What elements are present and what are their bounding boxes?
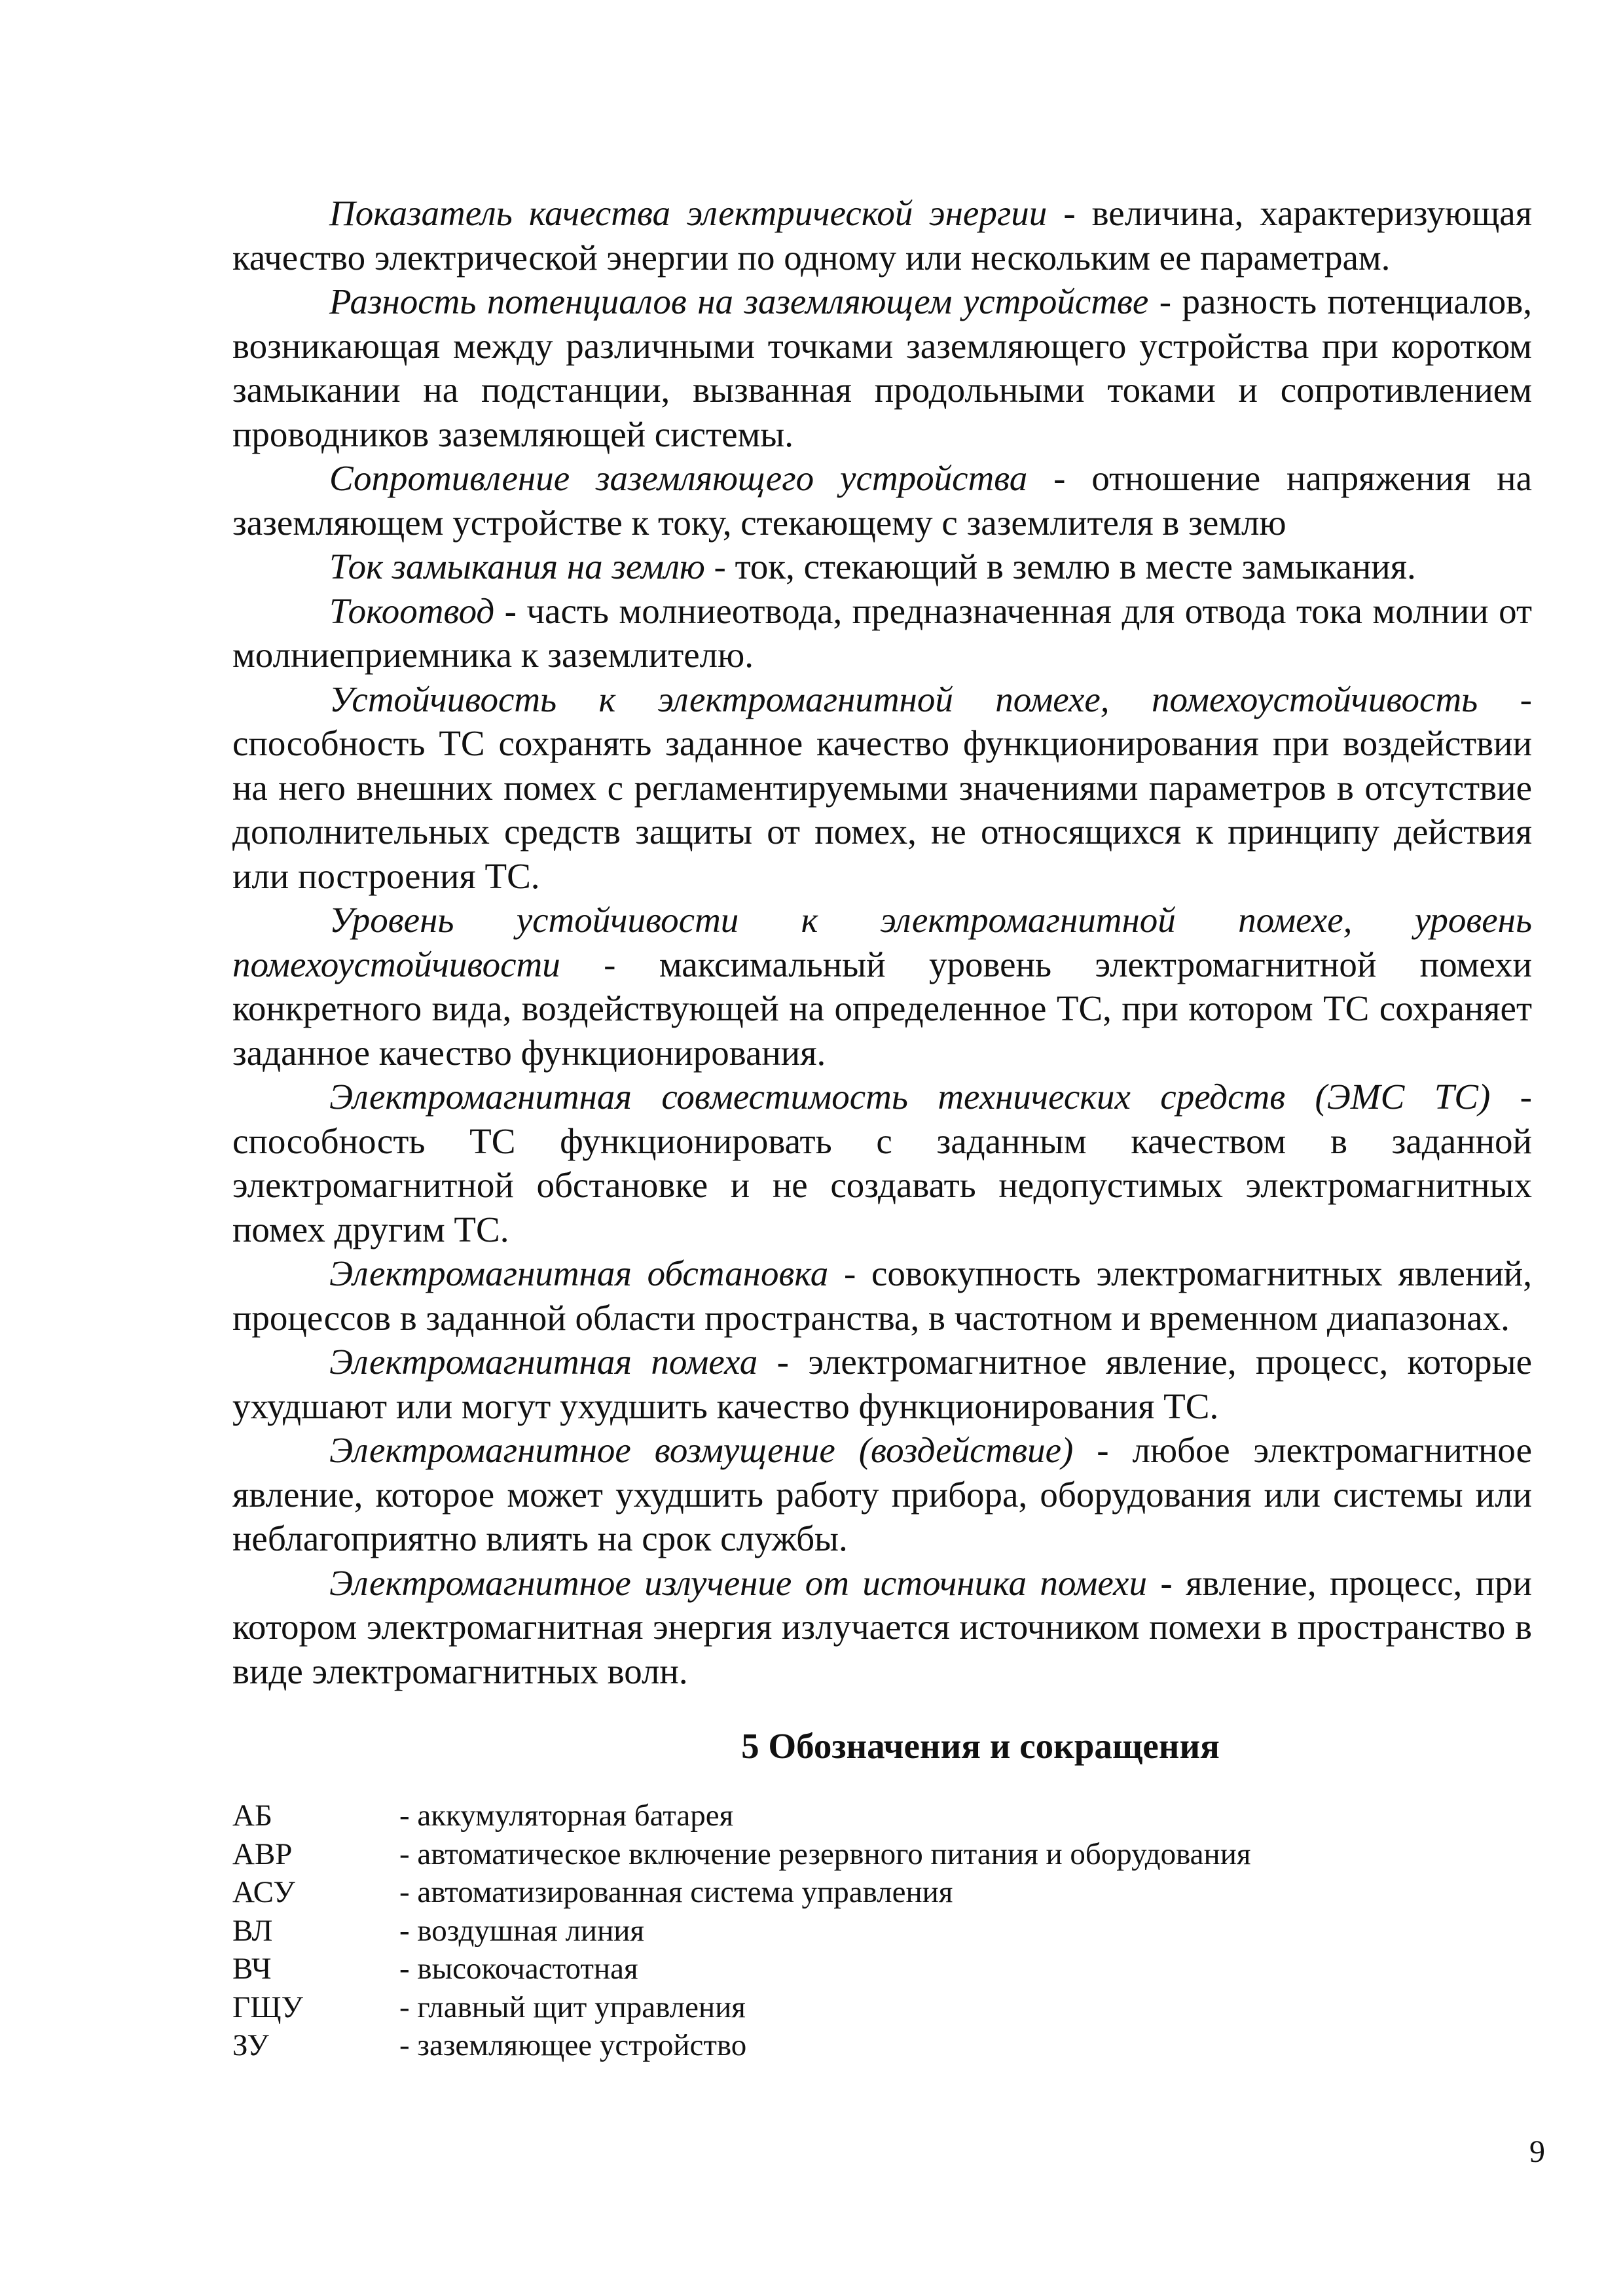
definition-text: - способность ТС функционировать с заданным качеством в заданной электромагнитной обстановке и не создавать недопустимых электромагнитных помех другим ТС. — [232, 1077, 1532, 1249]
definition-term: Показатель качества электрической энергии — [329, 193, 1048, 233]
abbreviation-code: ЗУ — [232, 2028, 269, 2062]
definition-paragraph — [232, 898, 1532, 1075]
definition-text: - совокупность электромагнитных явлений, процессов в заданной области пространства, в частотном и временном диапазонах. — [232, 1253, 1532, 1338]
abbreviation-code: ВЛ — [232, 1913, 273, 1948]
abbreviation-row — [232, 1988, 1532, 2027]
definition-term: Устойчивость к электромагнитной помехе, помехоустойчивость — [329, 679, 1478, 719]
definition-text: - любое электромагнитное явление, которое может ухудшить работу прибора, оборудования или системы или неблагоприятно влиять на срок службы. — [232, 1430, 1532, 1558]
definition-term: Разность потенциалов на заземляющем устройстве — [329, 281, 1149, 321]
definition-text: - разность потенциалов, возникающая между различными точками заземляющего устройства при коротком замыкании на подстанции, вызванная продольными токами и сопротивлением проводников заземляющей системы. — [232, 281, 1532, 454]
abbreviation-row — [232, 1873, 1532, 1912]
definition-term: Уровень устойчивости к электромагнитной помехе, уровень помехоустойчивости — [232, 900, 1532, 984]
definition-text: - ток, стекающий в землю в месте замыкания. — [704, 547, 1416, 586]
page-number: 9 — [1529, 2134, 1545, 2169]
definition-paragraph — [232, 1251, 1532, 1340]
abbreviation-row — [232, 1950, 1532, 1988]
abbreviation-description: - автоматическое включение резервного питания и оборудования — [399, 1837, 1251, 1871]
abbreviation-code: АБ — [232, 1799, 272, 1833]
abbreviation-description: - воздушная линия — [399, 1913, 645, 1948]
abbreviation-code: АСУ — [232, 1875, 295, 1909]
definition-paragraph — [232, 456, 1532, 545]
definition-text: - отношение напряжения на заземляющем устройстве к току, стекающему с заземлителя в землю — [232, 458, 1532, 543]
document-body — [232, 191, 1532, 2065]
abbreviation-description: - высокочастотная — [399, 1952, 638, 1986]
section-title: 5 Обозначения и сокращения — [741, 1726, 1220, 1766]
abbreviation-description: - главный щит управления — [399, 1990, 746, 2024]
definition-paragraph — [232, 1075, 1532, 1251]
abbreviation-code: ГЩУ — [232, 1990, 303, 2024]
definition-term: Ток замыкания на землю — [329, 547, 705, 586]
definition-term: Сопротивление заземляющего устройства — [329, 458, 1028, 498]
definition-paragraph — [232, 589, 1532, 677]
definition-text: - часть молниеотвода, предназначенная для отвода тока молнии от молниеприемника к заземлителю. — [232, 590, 1532, 675]
abbreviation-code: ВЧ — [232, 1952, 272, 1986]
abbreviations-list — [232, 1797, 1532, 2065]
definition-paragraph — [232, 545, 1532, 589]
abbreviation-description: - аккумуляторная батарея — [399, 1799, 734, 1833]
definition-paragraph — [232, 279, 1532, 456]
definition-term: Электромагнитная помеха — [329, 1342, 758, 1382]
abbreviation-description: - автоматизированная система управления — [399, 1875, 953, 1909]
definition-term: Электромагнитное возмущение (воздействие) — [329, 1430, 1074, 1470]
definition-term: Токоотвод — [329, 590, 495, 631]
definition-paragraph — [232, 677, 1532, 899]
definition-text: - электромагнитное явление, процесс, которые ухудшают или могут ухудшить качество функционирования ТС. — [232, 1342, 1532, 1426]
definition-text: - максимальный уровень электромагнитной помехи конкретного вида, воздействующей на определенное ТС, при котором ТС сохраняет заданное качество функционирования. — [232, 944, 1532, 1073]
definition-term: Электромагнитное излучение от источника помехи — [329, 1562, 1147, 1603]
abbreviation-code: АВР — [232, 1837, 293, 1871]
abbreviation-row — [232, 1835, 1532, 1874]
definition-paragraph — [232, 1428, 1532, 1561]
definition-text: - способность ТС сохранять заданное качество функционирования при воздействии на него внешних помех с регламентируемыми значениями параметров в отсутствие дополнительных средств защиты от помех, не относящихся к принципу действия или построения ТС. — [232, 679, 1532, 896]
definition-paragraph — [232, 1561, 1532, 1694]
definition-term: Электромагнитная совместимость технических средств (ЭМС ТС) — [329, 1077, 1491, 1117]
definition-text: - величина, характеризующая качество электрической энергии по одному или нескольким ее параметрам. — [232, 193, 1532, 278]
abbreviation-row — [232, 1797, 1532, 1835]
abbreviation-row — [232, 1912, 1532, 1950]
definition-term: Электромагнитная обстановка — [329, 1253, 829, 1293]
abbreviation-row — [232, 2026, 1532, 2065]
definition-paragraph — [232, 1340, 1532, 1428]
definition-paragraph — [232, 191, 1532, 279]
definition-text: - явление, процесс, при котором электромагнитная энергия излучается источником помехи в пространство в виде электромагнитных волн. — [232, 1562, 1532, 1691]
abbreviation-description: - заземляющее устройство — [399, 2028, 747, 2062]
